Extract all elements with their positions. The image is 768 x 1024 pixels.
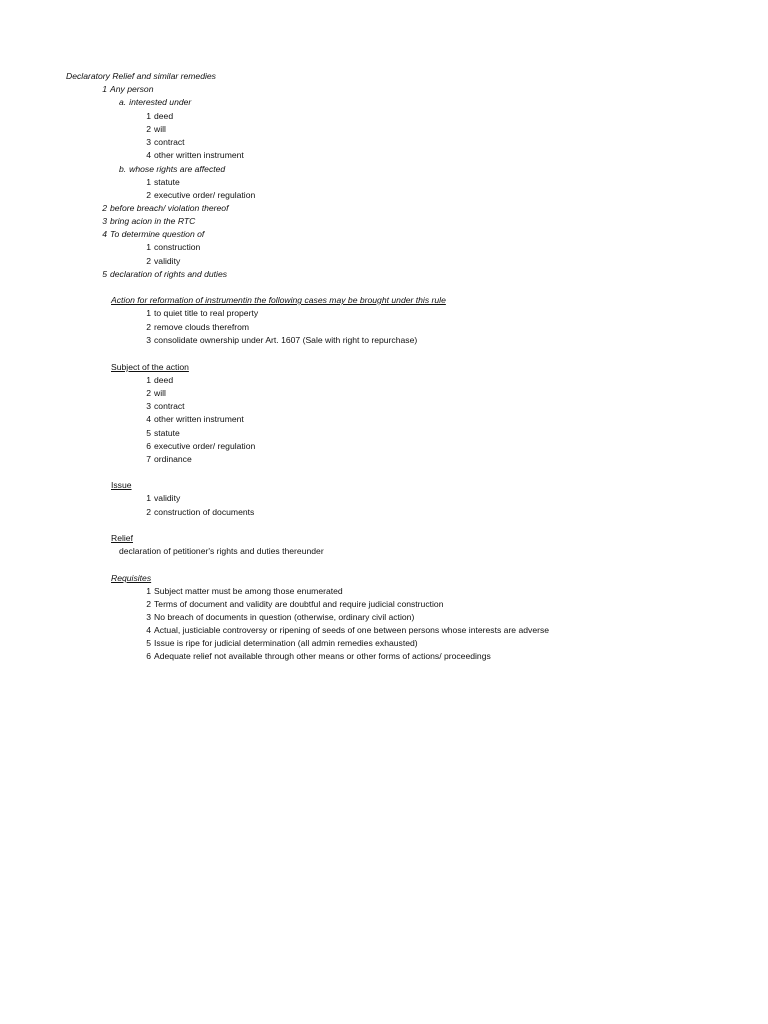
document-title: Declaratory Relief and similar remedies bbox=[66, 71, 216, 81]
list-item: 6 executive order/ regulation bbox=[146, 441, 256, 451]
list-item: 1 validity bbox=[146, 493, 181, 503]
list-item: 4 other written instrument bbox=[146, 414, 244, 424]
list-item: 3 contract bbox=[146, 401, 185, 411]
relief-text: declaration of petitioner's rights and duties thereunder bbox=[119, 546, 324, 556]
list-item: 3 bring acion in the RTC bbox=[102, 216, 196, 226]
list-item: 1 statute bbox=[146, 177, 180, 187]
list-item: 2 remove clouds therefrom bbox=[146, 322, 250, 332]
section-heading-issue: Issue bbox=[111, 480, 132, 490]
list-item: 5 statute bbox=[146, 428, 180, 438]
list-item: 2 validity bbox=[146, 256, 181, 266]
section-heading-subject: Subject of the action bbox=[111, 362, 189, 372]
list-item: 3 contract bbox=[146, 137, 185, 147]
list-item: 5 Issue is ripe for judicial determination (all admin remedies exhausted) bbox=[146, 638, 418, 648]
list-item: 1 deed bbox=[146, 375, 174, 385]
list-item: a. interested under bbox=[119, 97, 192, 107]
list-item: 1 Subject matter must be among those enumerated bbox=[146, 586, 343, 596]
list-item: 1 construction bbox=[146, 242, 201, 252]
list-item: 2 executive order/ regulation bbox=[146, 190, 256, 200]
list-item: 1 to quiet title to real property bbox=[146, 308, 259, 318]
list-item: 4 other written instrument bbox=[146, 150, 244, 160]
list-item: 1 Any person bbox=[102, 84, 154, 94]
list-item: 6 Adequate relief not available through other means or other forms of actions/ proceedings bbox=[146, 651, 491, 661]
section-heading-relief: Relief bbox=[111, 533, 133, 543]
list-item: 4 Actual, justiciable controversy or ripening of seeds of one between persons whose interests are adverse bbox=[146, 625, 550, 635]
list-item: 5 declaration of rights and duties bbox=[102, 269, 228, 279]
list-item: 4 To determine question of bbox=[102, 229, 205, 239]
list-item: b. whose rights are affected bbox=[119, 164, 226, 174]
list-item: 3 consolidate ownership under Art. 1607 (Sale with right to repurchase) bbox=[146, 335, 418, 345]
section-heading-requisites: Requisites bbox=[111, 573, 152, 583]
list-item: 1 deed bbox=[146, 111, 174, 121]
list-item: 2 will bbox=[146, 124, 166, 134]
list-item: 7 ordinance bbox=[146, 454, 192, 464]
list-item: 2 before breach/ violation thereof bbox=[102, 203, 229, 213]
list-item: 2 Terms of document and validity are doubtful and require judicial construction bbox=[146, 599, 444, 609]
section-heading-reformation: Action for reformation of instrumentin the following cases may be brought under this rule bbox=[111, 295, 446, 305]
list-item: 3 No breach of documents in question (otherwise, ordinary civil action) bbox=[146, 612, 415, 622]
list-item: 2 will bbox=[146, 388, 166, 398]
list-item: 2 construction of documents bbox=[146, 507, 255, 517]
